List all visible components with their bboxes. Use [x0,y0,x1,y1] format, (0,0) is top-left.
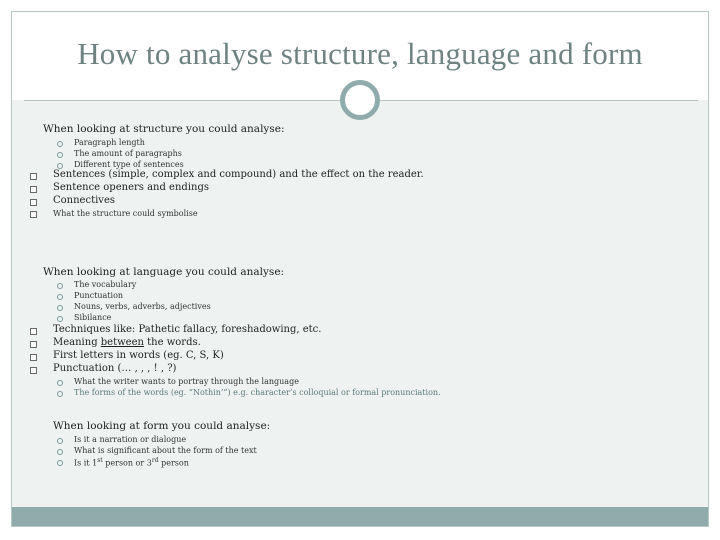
form-person-item [74,457,189,468]
bullet-icon [57,152,63,158]
language-main-item: Techniques like: Pathetic fallacy, foreshadowing, etc. [53,324,322,335]
meaning-underlined: between [100,337,144,348]
slide [11,11,709,527]
bullet-icon [57,391,63,397]
bullet-icon [57,141,63,147]
structure-sub-item: Paragraph length [74,138,145,147]
square-bullet-icon [30,186,37,193]
square-bullet-icon [30,341,37,348]
structure-sub-item: Different type of sentences [74,160,184,169]
person-mid: person or 3 [102,458,152,468]
language-sub-item: What the writer wants to portray through the language [74,377,299,386]
square-bullet-icon [30,173,37,180]
bullet-icon [57,380,63,386]
structure-main-item: Sentences (simple, complex and compound) and the effect on the reader. [53,169,424,180]
language-heading: When looking at language you could analyse: [43,266,285,278]
bullet-icon [57,294,63,300]
language-meaning-item [53,337,201,348]
bullet-icon [57,305,63,311]
form-heading: When looking at form you could analyse: [53,420,271,432]
person-prefix: Is it 1 [74,458,98,468]
person-suffix: person [158,458,189,468]
form-sub-item: What is significant about the form of the text [74,446,257,455]
square-bullet-icon [30,328,37,335]
language-sub-item: Punctuation [74,291,124,300]
square-bullet-icon [30,367,37,374]
structure-heading: When looking at structure you could analyse: [43,123,285,135]
person-sup1: st [97,457,103,464]
language-sub-item: The forms of the words (eg. “Nothin’”) e.g. character’s colloquial or formal pronunciation. [74,388,441,397]
language-sub-item: Sibilance [74,313,112,322]
bullet-icon [57,449,63,455]
square-bullet-icon [30,354,37,361]
structure-main-item: Sentence openers and endings [53,182,209,193]
square-bullet-icon [30,199,37,206]
meaning-rest: the words. [143,337,201,348]
language-main-item: Punctuation (… , , , ! , ?) [53,363,177,374]
slide-title: How to analyse structure, language and form [77,36,643,71]
bullet-icon [57,283,63,289]
structure-sub-item: The amount of paragraphs [74,149,182,158]
person-sup2: rd [151,457,159,464]
bullet-icon [57,438,63,444]
language-sub-item: Nouns, verbs, adverbs, adjectives [74,302,211,311]
structure-last-item: What the structure could symbolise [53,209,198,218]
structure-main-item: Connectives [53,195,115,206]
bullet-icon [57,316,63,322]
square-bullet-icon [30,211,37,218]
meaning-prefix: Meaning [53,337,101,348]
circle-ornament-icon [340,80,380,120]
language-sub-item: The vocabulary [74,280,137,289]
form-sub-item: Is it a narration or dialogue [74,435,187,444]
language-main-item: First letters in words (eg. C, S, K) [53,350,224,361]
bullet-icon [57,460,63,466]
footer-band [12,507,708,526]
